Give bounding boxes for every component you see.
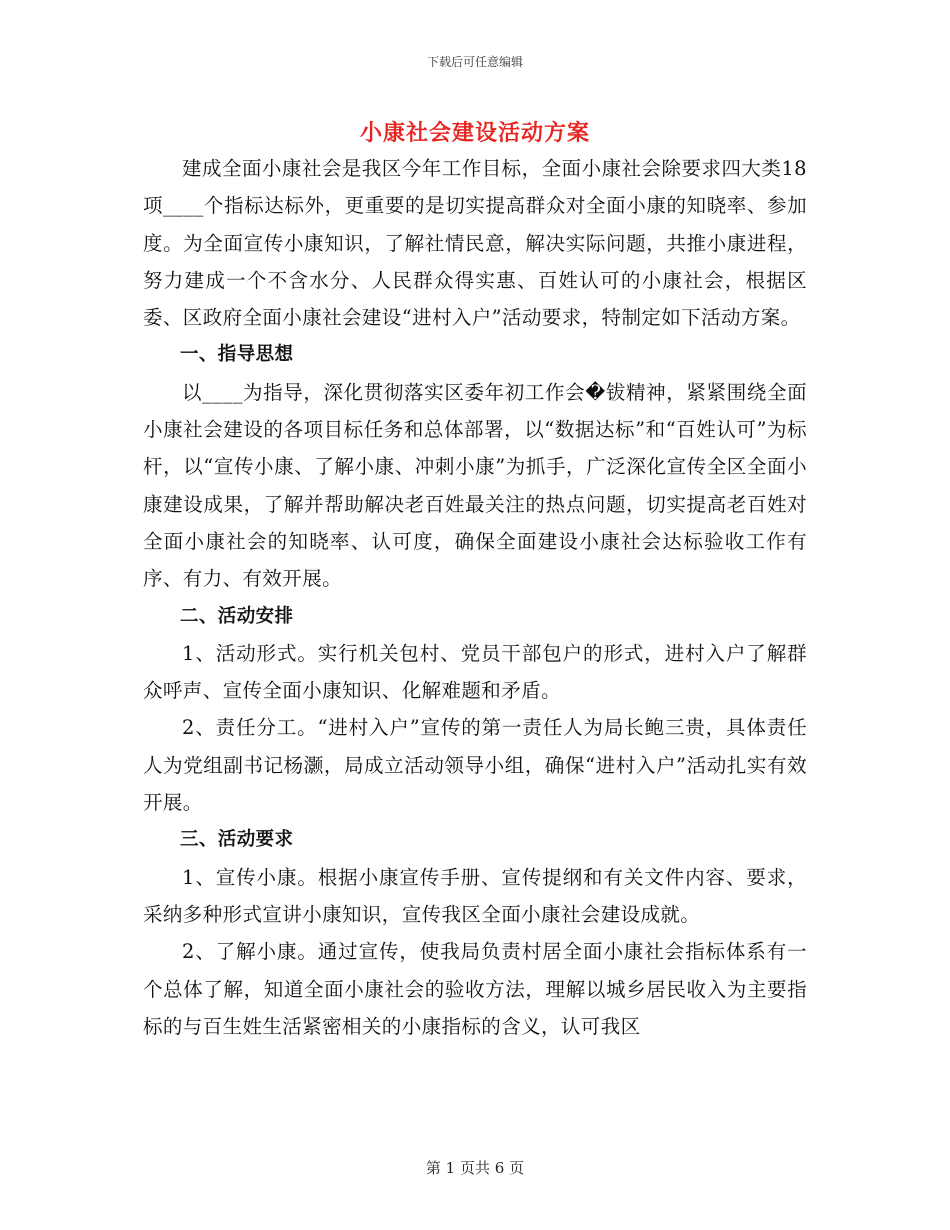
intro-paragraph: 建成全面小康社会是我区今年工作目标，全面小康社会除要求四大类18项____个指标达标外，更重要的是切实提高群众对全面小康的知晓率、参加度。为全面宣传小康知识，了解社情民意，解决实际问题，共推小康进程，努力建成一个不含水分、人民群众得实惠、百姓认可的小康社会，根据区委、区政府全面小康社会建设“进村入户”活动要求，特制定如下活动方案。	[143, 157, 807, 330]
publicize-paragraph: 1、宣传小康。根据小康宣传手册、宣传提纲和有关文件内容、要求，采纳多种形式宣讲小康知识，宣传我区全面小康社会建设成就。	[143, 865, 807, 926]
section-heading-activity-requirements: 三、活动要求	[180, 829, 294, 851]
document-title: 小康社会建设活动方案	[359, 120, 590, 146]
page-header-note: 下载后可任意编辑	[426, 55, 523, 69]
understand-paragraph: 2、了解小康。通过宣传，使我局负责村居全面小康社会指标体系有一个总体了解，知道全面小康社会的验收方法，理解以城乡居民收入为主要指标的与百生姓生活紧密相关的小康指标的含义，认可我区	[143, 940, 807, 1038]
section-heading-activity-arrangement: 二、活动安排	[180, 605, 294, 627]
section-heading-guiding-ideology: 一、指导思想	[180, 344, 294, 366]
guiding-ideology-paragraph: 以____为指导，深化贯彻落实区委年初工作会�钹精神，紧紧围绕全面小康社会建设的各项目标任务和总体部署，以“数据达标”和“百姓认可”为标杆，以“宣传小康、了解小康、冲刺小康”为抓手，广泛深化宣传全区全面小康建设成果，了解并帮助解决老百姓最关注的热点问题，切实提高老百姓对全面小康社会的知晓率、认可度，确保全面建设小康社会达标验收工作有序、有力、有效开展。	[143, 380, 807, 591]
page-number: 第 1 页共 6 页	[425, 1159, 525, 1177]
activity-form-paragraph: 1、活动形式。实行机关包村、党员干部包户的形式，进村入户了解群众呼声、宣传全面小康知识、化解难题和矛盾。	[143, 641, 807, 703]
responsibility-paragraph: 2、责任分工。“进村入户”宣传的第一责任人为局长鲍三贵，具体责任人为党组副书记杨灏，局成立活动领导小组，确保“进村入户”活动扎实有效开展。	[143, 716, 807, 815]
document-body	[143, 150, 807, 1045]
